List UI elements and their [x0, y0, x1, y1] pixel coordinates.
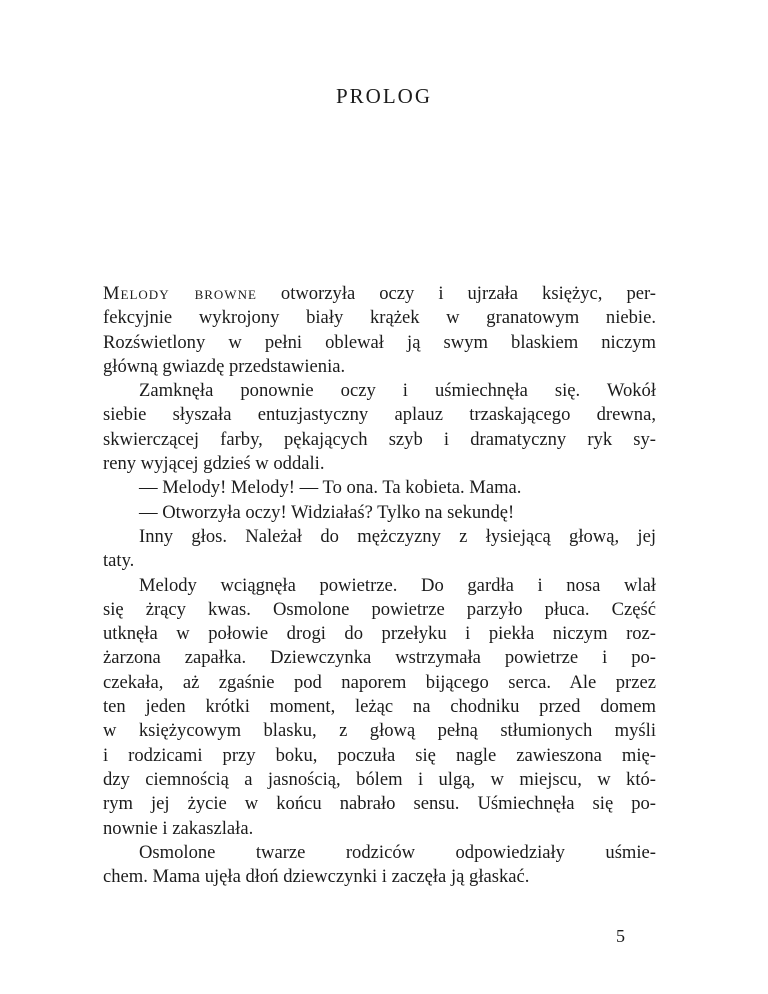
text-line: czekała, aż zgaśnie pod naporem bijącego serca. Ale przez: [103, 671, 656, 693]
opening-smallcaps: Melody browne: [103, 283, 257, 304]
text-line: główną gwiazdę przedstawienia.: [103, 355, 346, 377]
body-text: [103, 282, 656, 889]
text-line: chem. Mama ujęła dłoń dziewczynki i zaczęła ją głaskać.: [103, 866, 530, 888]
text-line: skwierczącej farby, pękających szyb i dramatyczny ryk sy-: [103, 428, 656, 450]
text-line: Zamknęła ponownie oczy i uśmiechnęła się. Wokół: [139, 380, 656, 402]
text-line: [103, 282, 656, 306]
text-line: żarzona zapałka. Dziewczynka wstrzymała powietrze i po-: [103, 647, 656, 669]
text-segment: otworzyła oczy i ujrzała księżyc, per-: [256, 283, 657, 304]
dialogue-line: — Melody! Melody! — To ona. Ta kobieta. Mama.: [139, 477, 522, 499]
text-line: rym jej życie w końcu nabrało sensu. Uśmiechnęła się po-: [103, 793, 656, 815]
text-line: ten jeden krótki moment, leżąc na chodniku przed domem: [103, 696, 656, 718]
text-line: Inny głos. Należał do mężczyzny z łysiejącą głową, jej: [139, 525, 656, 547]
text-line: w księżycowym blasku, z głową pełną stłumionych myśli: [103, 720, 656, 742]
text-line: utknęła w połowie drogi do przełyku i piekła niczym roz-: [103, 623, 656, 645]
dialogue-line: — Otworzyła oczy! Widziałaś? Tylko na sekundę!: [139, 501, 515, 523]
text-line: Osmolone twarze rodziców odpowiedziały uśmie-: [139, 841, 656, 863]
text-line: reny wyjącej gdzieś w oddali.: [103, 453, 325, 475]
text-line: się żrący kwas. Osmolone powietrze parzyło płuca. Część: [103, 598, 656, 620]
page-number: 5: [616, 926, 625, 946]
chapter-title: PROLOG: [335, 84, 432, 108]
text-line: fekcyjnie wykrojony biały krążek w granatowym niebie.: [103, 307, 656, 329]
text-line: Rozświetlony w pełni oblewał ją swym blaskiem niczym: [103, 331, 656, 353]
text-line: dzy ciemnością a jasnością, bólem i ulgą, w miejscu, w któ-: [103, 768, 656, 790]
text-line: Melody wciągnęła powietrze. Do gardła i nosa wlał: [139, 574, 656, 596]
text-line: taty.: [103, 550, 135, 572]
text-line: i rodzicami przy boku, poczuła się nagle zawieszona mię-: [103, 744, 656, 766]
text-line: nownie i zakaszlała.: [103, 817, 254, 839]
text-line: siebie słyszała entuzjastyczny aplauz trzaskającego drewna,: [103, 404, 656, 426]
